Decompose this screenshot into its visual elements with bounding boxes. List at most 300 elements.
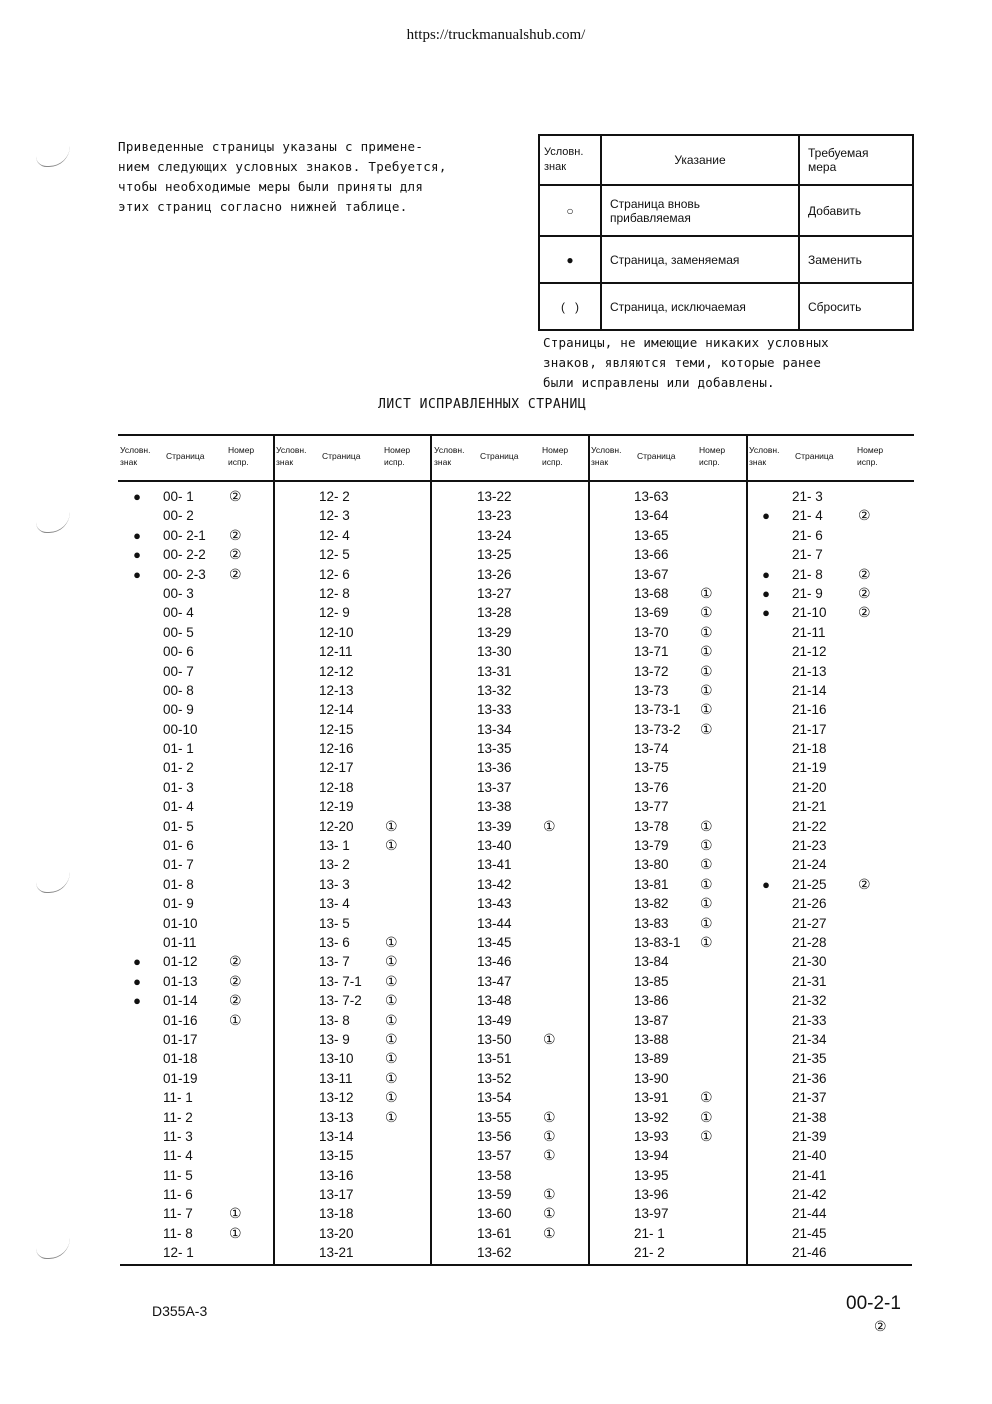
page-column — [286, 487, 426, 1263]
revision-number-cell: ① — [385, 1108, 398, 1125]
page-number-cell: 01-18 — [163, 1051, 198, 1067]
table-row — [286, 1185, 426, 1204]
page-number-cell: 01-13 — [163, 973, 198, 989]
table-row — [444, 914, 584, 933]
page-number-cell: 01-11 — [163, 934, 197, 950]
page-number-cell: 01-17 — [163, 1031, 198, 1047]
page-number-cell: 13-72 — [634, 663, 669, 679]
page-number-cell: 01- 1 — [163, 741, 194, 757]
table-row — [601, 894, 741, 913]
table-row — [601, 875, 741, 894]
table-row — [601, 681, 741, 700]
revision-number-cell: ① — [543, 1108, 556, 1125]
page-number-cell: 01- 8 — [163, 876, 194, 892]
revision-number-cell: ② — [229, 953, 242, 970]
table-row — [759, 681, 899, 700]
table-row — [601, 1185, 741, 1204]
table-row — [759, 720, 899, 739]
legend-desc-remove: Страница, исключаемая — [601, 283, 799, 330]
page-number-cell: 13-17 — [319, 1187, 354, 1203]
binder-hole-mark — [36, 146, 70, 167]
revision-number-cell: ① — [543, 1205, 556, 1222]
page-number-cell: 12-14 — [319, 702, 354, 718]
table-row — [759, 1146, 899, 1165]
revision-number-cell: ① — [700, 604, 713, 621]
legend-action-replace: Заменить — [799, 236, 913, 283]
table-row — [601, 623, 741, 642]
revision-number-cell: ① — [385, 992, 398, 1009]
page-number-cell: 21-38 — [792, 1109, 827, 1125]
page-number-cell: 00- 6 — [163, 644, 194, 660]
rev-header: Номер испр. — [384, 445, 411, 467]
page-number-cell: 00- 5 — [163, 624, 194, 640]
page-number-cell: 13-89 — [634, 1051, 669, 1067]
table-row — [759, 1185, 899, 1204]
page-number-cell: 13-32 — [477, 682, 512, 698]
binder-hole-mark — [36, 512, 70, 533]
table-row — [444, 506, 584, 525]
page-number-cell: 13-14 — [319, 1128, 354, 1144]
page-number-cell: 21-44 — [792, 1206, 827, 1222]
page-number-cell: 13-56 — [477, 1128, 512, 1144]
table-row — [444, 681, 584, 700]
page-number-cell: 13-43 — [477, 896, 512, 912]
table-row — [759, 875, 899, 894]
page-header: Страница — [322, 451, 361, 461]
table-row — [130, 681, 270, 700]
table-row — [759, 1224, 899, 1243]
page-number-cell: 12-11 — [319, 644, 353, 660]
page-number-cell: 12- 2 — [319, 489, 350, 504]
table-row — [759, 739, 899, 758]
table-row — [286, 700, 426, 719]
legend-header-row — [539, 135, 913, 185]
revision-number-cell: ② — [229, 565, 242, 582]
page-number-cell: 13-70 — [634, 624, 669, 640]
table-row — [601, 1069, 741, 1088]
table-row — [286, 565, 426, 584]
page-number-cell: 13-60 — [477, 1206, 512, 1222]
page-number-cell: 13-66 — [634, 547, 669, 563]
revision-number-cell: ① — [700, 623, 713, 640]
table-title: ЛИСТ ИСПРАВЛЕННЫХ СТРАНИЦ — [378, 397, 587, 412]
page-column — [444, 487, 584, 1263]
table-row — [130, 487, 270, 506]
table-row — [130, 720, 270, 739]
revision-number-cell: ① — [385, 817, 398, 834]
table-row — [601, 1108, 741, 1127]
page-number-cell: 21- 9 — [792, 585, 823, 601]
binder-hole-mark — [36, 1238, 70, 1259]
table-row — [759, 1204, 899, 1223]
table-row — [759, 584, 899, 603]
change-mark: ● — [762, 876, 770, 892]
page-number-cell: 21-26 — [792, 896, 827, 912]
table-row — [286, 545, 426, 564]
revision-number-cell: ① — [385, 1011, 398, 1028]
page-number-cell: 13-94 — [634, 1148, 669, 1164]
page-number-cell: 11- 8 — [163, 1225, 193, 1241]
revision-number-cell: ① — [700, 933, 713, 950]
table-row — [286, 642, 426, 661]
table-row — [759, 623, 899, 642]
table-row — [601, 526, 741, 545]
page-number-cell: 01-19 — [163, 1070, 198, 1086]
change-mark: ● — [762, 508, 770, 524]
table-row — [130, 855, 270, 874]
page-number-cell: 13-71 — [634, 644, 669, 660]
table-row — [130, 1204, 270, 1223]
table-row — [759, 1069, 899, 1088]
legend-sign-add: ○ — [539, 185, 601, 236]
legend-desc-add: Страница вновь прибавляемая — [601, 185, 799, 236]
change-mark: ● — [133, 954, 141, 970]
sign-header: Условн. знак — [120, 445, 151, 467]
table-row — [286, 1108, 426, 1127]
table-row — [444, 1224, 584, 1243]
table-row — [286, 603, 426, 622]
revision-number-cell: ① — [700, 720, 713, 737]
table-row — [601, 914, 741, 933]
page-number-cell: 13-44 — [477, 915, 512, 931]
revision-number-cell: ① — [700, 817, 713, 834]
table-row — [130, 914, 270, 933]
page-number-cell: 13- 7-1 — [319, 973, 362, 989]
change-mark: ● — [133, 527, 141, 543]
page-number-cell: 13-77 — [634, 799, 669, 815]
table-bottom-rule — [120, 1264, 912, 1266]
page-number-cell: 12-20 — [319, 818, 354, 834]
page-number-cell: 12- 6 — [319, 566, 350, 582]
table-row — [601, 506, 741, 525]
legend-action-remove: Сбросить — [799, 283, 913, 330]
table-row — [286, 1049, 426, 1068]
legend-header-action: Требуемая мера — [799, 135, 913, 185]
table-row — [444, 1030, 584, 1049]
page-column — [759, 487, 899, 1263]
table-row — [601, 1166, 741, 1185]
revision-number-cell: ① — [700, 1089, 713, 1106]
page-number-cell: 12-12 — [319, 663, 354, 679]
change-mark: ● — [133, 489, 141, 504]
table-row — [286, 933, 426, 952]
table-row — [444, 700, 584, 719]
table-row — [759, 545, 899, 564]
page-number-cell: 12-10 — [319, 624, 354, 640]
revision-number-cell: ① — [700, 584, 713, 601]
table-row — [130, 1146, 270, 1165]
page-number-cell: 13-45 — [477, 934, 512, 950]
table-row — [286, 914, 426, 933]
table-row — [444, 1185, 584, 1204]
table-row — [444, 758, 584, 777]
table-row — [759, 817, 899, 836]
page-number-cell: 13-67 — [634, 566, 669, 582]
table-row — [130, 972, 270, 991]
page-number-cell: 21- 7 — [792, 547, 823, 563]
table-row — [444, 565, 584, 584]
page-number-cell: 01- 7 — [163, 857, 194, 873]
page-number-cell: 00- 3 — [163, 585, 194, 601]
page-number-cell: 00- 9 — [163, 702, 194, 718]
table-row — [130, 991, 270, 1010]
column-divider — [273, 436, 275, 1264]
table-row — [601, 565, 741, 584]
table-row — [286, 1224, 426, 1243]
page-number-cell: 13- 7 — [319, 954, 350, 970]
page-number-cell: 13-87 — [634, 1012, 669, 1028]
page-number-cell: 13-59 — [477, 1187, 512, 1203]
table-row — [130, 1127, 270, 1146]
legend-row-add — [539, 185, 913, 236]
table-row — [130, 933, 270, 952]
table-row — [759, 1011, 899, 1030]
revision-number-cell: ① — [229, 1224, 242, 1241]
table-row — [130, 1108, 270, 1127]
page-number-cell: 13-58 — [477, 1167, 512, 1183]
table-row — [601, 855, 741, 874]
page-number-cell: 21-45 — [792, 1225, 827, 1241]
table-row — [286, 1011, 426, 1030]
table-row — [601, 584, 741, 603]
page-header: Страница — [480, 451, 519, 461]
page-number-cell: 13-52 — [477, 1070, 512, 1086]
rev-header: Номер испр. — [857, 445, 884, 467]
revision-number-cell: ① — [700, 662, 713, 679]
page-number-cell: 12- 1 — [163, 1245, 194, 1261]
revision-number-cell: ① — [385, 953, 398, 970]
table-row — [601, 720, 741, 739]
table-row — [286, 720, 426, 739]
table-row — [444, 855, 584, 874]
page-number-cell: 01-10 — [163, 915, 198, 931]
page-number-cell: 00- 8 — [163, 682, 194, 698]
page-header: Страница — [637, 451, 676, 461]
table-row — [286, 875, 426, 894]
page-number-cell: 12-17 — [319, 760, 354, 776]
page-number-cell: 00- 1 — [163, 489, 194, 504]
page-number-cell: 01- 9 — [163, 896, 194, 912]
revision-number-cell: ② — [858, 875, 871, 892]
page-number-cell: 13-91 — [634, 1090, 669, 1106]
table-row — [286, 1146, 426, 1165]
revision-number-cell: ① — [385, 972, 398, 989]
page-number-cell: 21- 8 — [792, 566, 823, 582]
table-row — [444, 623, 584, 642]
page-number-cell: 13-22 — [477, 489, 512, 504]
table-row — [601, 933, 741, 952]
page-number-cell: 13-73-2 — [634, 721, 681, 737]
table-row — [444, 739, 584, 758]
table-row — [286, 487, 426, 506]
table-row — [759, 894, 899, 913]
table-row — [759, 565, 899, 584]
page-number-cell: 11- 4 — [163, 1148, 193, 1164]
page-number-cell: 21-37 — [792, 1090, 827, 1106]
page-number-cell: 13-28 — [477, 605, 512, 621]
table-row — [286, 855, 426, 874]
page-number-cell: 21-21 — [792, 799, 827, 815]
page-number-cell: 01-12 — [163, 954, 198, 970]
page-number-cell: 13-68 — [634, 585, 669, 601]
revision-number-cell: ① — [700, 1127, 713, 1144]
table-row — [601, 817, 741, 836]
revision-number-cell: ① — [700, 837, 713, 854]
page-number-cell: 12-15 — [319, 721, 354, 737]
page-number-cell: 13-61 — [477, 1225, 512, 1241]
revision-number-cell: ② — [858, 507, 871, 524]
table-row — [286, 1069, 426, 1088]
table-row — [130, 952, 270, 971]
page-number-cell: 00- 2-2 — [163, 547, 206, 563]
page-number-cell: 13- 7-2 — [319, 993, 362, 1009]
revision-number-cell: ① — [700, 895, 713, 912]
page-header: Страница — [166, 451, 205, 461]
table-row — [444, 894, 584, 913]
page-column — [601, 487, 741, 1263]
table-row — [286, 1088, 426, 1107]
page-number-cell: 21- 2 — [634, 1245, 665, 1261]
page-number-cell: 21-42 — [792, 1187, 827, 1203]
page-number-cell: 13-30 — [477, 644, 512, 660]
table-row — [759, 700, 899, 719]
legend-table — [538, 134, 914, 331]
table-row — [759, 1127, 899, 1146]
revision-number-cell: ① — [700, 856, 713, 873]
revision-number-cell: ② — [229, 546, 242, 563]
page-number-cell: 13-75 — [634, 760, 669, 776]
table-row — [130, 1049, 270, 1068]
source-url[interactable]: https://truckmanualshub.com/ — [406, 27, 586, 43]
page-number-cell: 21-24 — [792, 857, 827, 873]
sign-header: Условн. знак — [749, 445, 780, 467]
page-number-cell: 13-65 — [634, 527, 669, 543]
page-number-cell: 13-82 — [634, 896, 669, 912]
page-number-cell: 13-16 — [319, 1167, 354, 1183]
revision-number-cell: ① — [700, 914, 713, 931]
page-number-cell: 21-14 — [792, 682, 827, 698]
table-row — [286, 758, 426, 777]
page-number-cell: 13-62 — [477, 1245, 512, 1261]
table-row — [444, 933, 584, 952]
table-row — [759, 933, 899, 952]
page-number-cell: 21-32 — [792, 993, 827, 1009]
page-number-cell: 13-57 — [477, 1148, 512, 1164]
page-number-cell: 01- 3 — [163, 779, 194, 795]
page-number-cell: 00- 2-3 — [163, 566, 206, 582]
table-row — [601, 1224, 741, 1243]
revision-number-cell: ② — [229, 488, 242, 504]
table-row — [130, 894, 270, 913]
table-row — [286, 662, 426, 681]
page-number-cell: 21-16 — [792, 702, 827, 718]
table-row — [444, 1069, 584, 1088]
table-row — [601, 778, 741, 797]
table-row — [601, 1088, 741, 1107]
page-number-cell: 13-39 — [477, 818, 512, 834]
revision-number-cell: ① — [543, 1030, 556, 1047]
table-header-rule — [118, 480, 914, 482]
table-row — [759, 1088, 899, 1107]
table-row — [130, 1166, 270, 1185]
table-row — [130, 623, 270, 642]
revision-number-cell: ① — [543, 1224, 556, 1241]
page-number-cell: 12-19 — [319, 799, 354, 815]
table-row — [444, 778, 584, 797]
table-row — [444, 1243, 584, 1262]
legend-sign-replace: ● — [539, 236, 601, 283]
page-number-cell: 12- 4 — [319, 527, 350, 543]
revision-number-cell: ① — [385, 933, 398, 950]
page-number-cell: 13-88 — [634, 1031, 669, 1047]
table-row — [286, 623, 426, 642]
change-mark: ● — [133, 566, 141, 582]
page-number-cell: 12-13 — [319, 682, 354, 698]
legend-desc-replace: Страница, заменяемая — [601, 236, 799, 283]
table-row — [130, 603, 270, 622]
column-divider — [430, 436, 432, 1264]
page-number-cell: 21- 6 — [792, 527, 823, 543]
page-number-cell: 12- 8 — [319, 585, 350, 601]
revision-number-cell: ② — [229, 526, 242, 543]
table-row — [601, 972, 741, 991]
page-number-cell: 13- 2 — [319, 857, 350, 873]
table-row — [601, 1049, 741, 1068]
page-number-cell: 21-31 — [792, 973, 827, 989]
page-number-cell: 13-84 — [634, 954, 669, 970]
table-row — [759, 487, 899, 506]
page-number-cell: 00- 2 — [163, 508, 194, 524]
page-number-cell: 21-23 — [792, 838, 827, 854]
table-row — [130, 506, 270, 525]
document-id: D355A-3 — [152, 1303, 208, 1319]
page-number-cell: 13-93 — [634, 1128, 669, 1144]
page-number-cell: 13- 8 — [319, 1012, 350, 1028]
page-number-cell: 13-50 — [477, 1031, 512, 1047]
table-row — [444, 1127, 584, 1146]
table-row — [444, 797, 584, 816]
table-row — [130, 700, 270, 719]
table-row — [759, 778, 899, 797]
table-row — [286, 1243, 426, 1262]
table-row — [286, 972, 426, 991]
revision-number-cell: ② — [858, 604, 871, 621]
page-number-cell: 21-40 — [792, 1148, 827, 1164]
revision-number-cell: ① — [385, 1069, 398, 1086]
page-number-cell: 13-21 — [319, 1245, 354, 1261]
column-divider — [746, 436, 748, 1264]
table-row — [444, 1088, 584, 1107]
page-number-cell: 13-37 — [477, 779, 512, 795]
table-row — [759, 1243, 899, 1262]
table-row — [444, 1204, 584, 1223]
table-row — [130, 1011, 270, 1030]
revision-number-cell: ① — [543, 817, 556, 834]
page-number-cell: 13- 5 — [319, 915, 350, 931]
page-number-cell: 13-36 — [477, 760, 512, 776]
page-number-cell: 13-12 — [319, 1090, 354, 1106]
legend-sign-remove: ( ) — [539, 283, 601, 330]
table-row — [130, 739, 270, 758]
page-number-cell: 21-17 — [792, 721, 827, 737]
table-row — [286, 506, 426, 525]
table-row — [444, 952, 584, 971]
page-number-cell: 21-20 — [792, 779, 827, 795]
change-mark: ● — [762, 566, 770, 582]
page-number-cell: 13-74 — [634, 741, 669, 757]
page-number-cell: 13- 4 — [319, 896, 350, 912]
page-number-cell: 13-29 — [477, 624, 512, 640]
